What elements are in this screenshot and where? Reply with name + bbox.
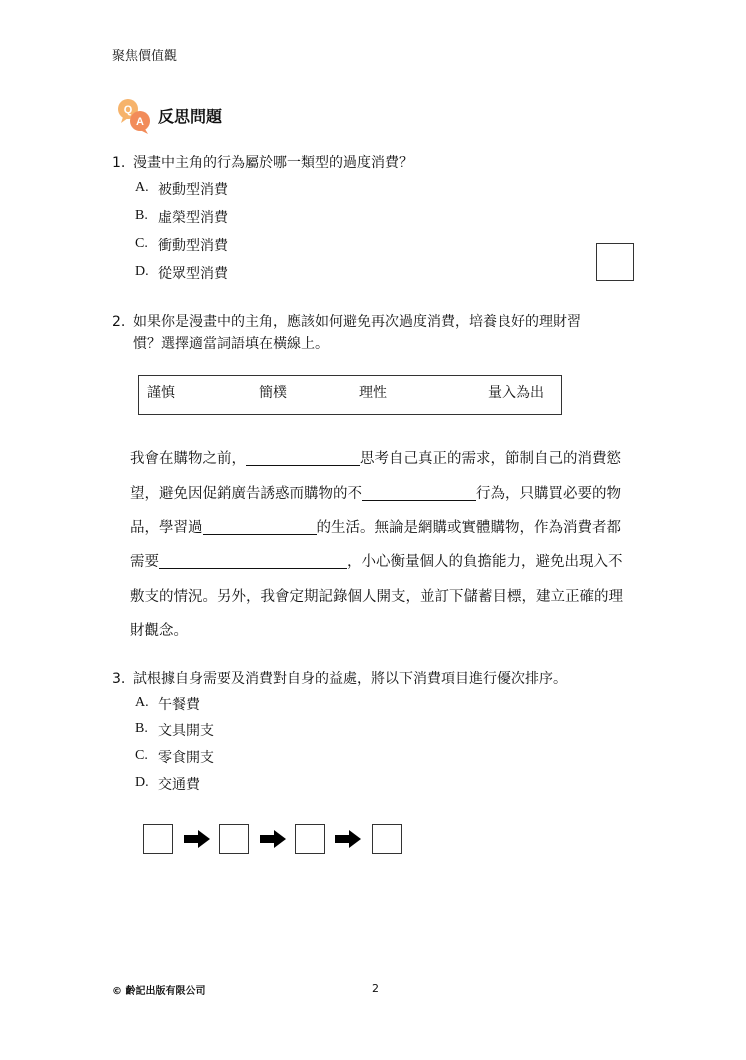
paragraph-text: ，小心衡量個人的負擔能力，避免出現入不	[347, 554, 623, 570]
paragraph-text: 品，學習過	[130, 520, 203, 536]
q3-option-c-letter: C.	[135, 748, 148, 763]
right-arrow-icon	[260, 830, 286, 848]
paragraph-text: 需要	[130, 554, 159, 570]
q2-text-line1: 如果你是漫畫中的主角，應該如何避免再次過度消費，培養良好的理財習	[133, 314, 581, 330]
q3-option-d-letter: D.	[135, 775, 149, 790]
rank-box-4[interactable]	[372, 824, 402, 854]
q2-number: 2.	[112, 314, 126, 330]
q1-option-d-letter: D.	[135, 264, 149, 279]
blank-1[interactable]	[246, 449, 360, 466]
q3-option-a-text: 午餐費	[158, 697, 200, 713]
paragraph-text: 的生活。無論是網購或實體購物，作為消費者都	[316, 520, 621, 536]
q1-text: 漫畫中主角的行為屬於哪一類型的過度消費？	[133, 155, 413, 171]
q1-number: 1.	[112, 155, 126, 171]
q1-option-a-text: 被動型消費	[158, 182, 228, 198]
rank-box-3[interactable]	[295, 824, 325, 854]
q3-option-a-letter: A.	[135, 695, 149, 710]
q3-option-d-text: 交通費	[158, 777, 200, 793]
svg-text:A: A	[136, 116, 144, 128]
page-header-title: 聚焦價值觀	[112, 49, 178, 64]
blank-3[interactable]	[203, 518, 317, 535]
word-bank-item: 量入為出	[488, 385, 544, 401]
section-title: 反思問題	[158, 107, 223, 126]
q3-option-b-text: 文具開支	[158, 723, 214, 739]
rank-box-1[interactable]	[143, 824, 173, 854]
blank-4[interactable]	[159, 552, 347, 569]
word-bank-box	[138, 375, 562, 415]
paragraph-text: 行為，只購買必要的物	[476, 486, 621, 502]
q1-option-d-text: 從眾型消費	[158, 266, 228, 282]
rank-box-2[interactable]	[219, 824, 249, 854]
paragraph-line-2	[130, 482, 621, 503]
q1-option-b-letter: B.	[135, 208, 148, 223]
paragraph-line-3	[130, 516, 621, 537]
right-arrow-icon	[184, 830, 210, 848]
word-bank-item: 理性	[359, 385, 387, 401]
page-number: 2	[372, 982, 379, 995]
q1-answer-box[interactable]	[596, 243, 634, 281]
q3-text: 試根據自身需要及消費對自身的益處，將以下消費項目進行優次排序。	[133, 671, 567, 687]
q1-option-a-letter: A.	[135, 180, 149, 195]
svg-text:Q: Q	[123, 104, 133, 116]
paragraph-line-6: 財觀念。	[130, 623, 188, 639]
right-arrow-icon	[335, 830, 361, 848]
q2-text-line2: 慣？選擇適當詞語填在橫線上。	[133, 336, 329, 352]
q1-option-c-letter: C.	[135, 236, 148, 251]
q3-option-c-text: 零食開支	[158, 750, 214, 766]
paragraph-text: 我會在購物之前，	[130, 451, 246, 467]
paragraph-line-1	[130, 447, 621, 468]
paragraph-text: 望，避免因促銷廣告誘惑而購物的不	[130, 486, 362, 502]
q3-number: 3.	[112, 671, 126, 687]
word-bank-item: 謹慎	[147, 385, 175, 401]
paragraph-line-4	[130, 550, 623, 571]
blank-2[interactable]	[362, 484, 476, 501]
paragraph-text: 思考自己真正的需求，節制自己的消費慾	[360, 451, 621, 467]
word-bank-item: 簡樸	[259, 385, 287, 401]
q1-option-b-text: 虛榮型消費	[158, 210, 228, 226]
footer-publisher: © 齡記出版有限公司	[112, 986, 206, 997]
q3-option-b-letter: B.	[135, 721, 148, 736]
q1-option-c-text: 衝動型消費	[158, 238, 228, 254]
paragraph-line-5: 敷支的情況。另外，我會定期記錄個人開支，並訂下儲蓄目標，建立正確的理	[130, 589, 623, 605]
qa-bubble-icon	[115, 97, 155, 135]
